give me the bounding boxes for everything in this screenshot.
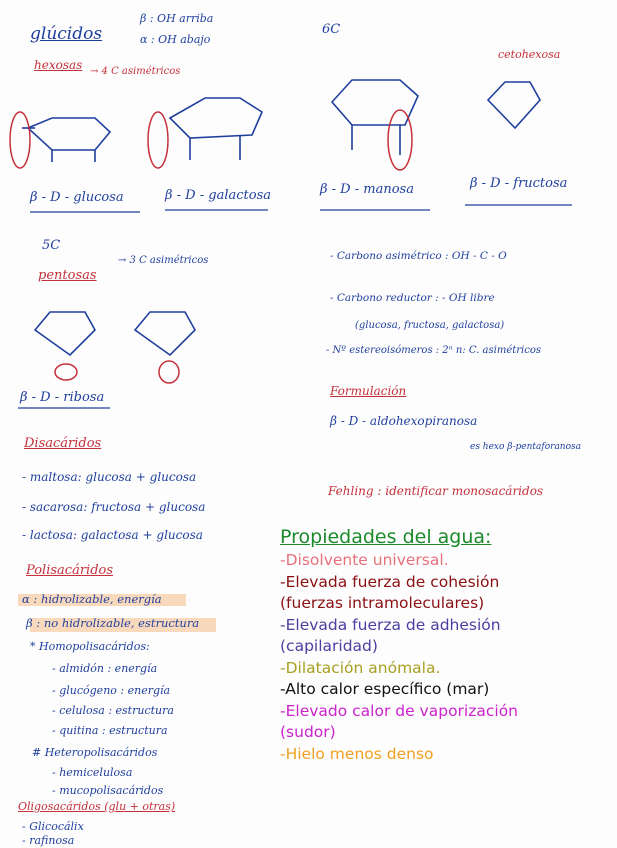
fehling-note: Fehling : identificar monosacáridos [328,484,544,498]
formulacion-sub: es hexo β-pentaforanosa [470,442,582,452]
manosa-name: β - D - manosa [320,182,414,197]
estereoisomeros: - Nº estereoisómeros : 2ⁿ n: C. asimétricos [326,345,541,356]
glucidos-title: glúcidos [30,24,103,44]
homopolisacaridos: * Homopolisacáridos: [30,640,150,653]
glicocalix-line: - Glicocálix [22,820,84,833]
water-properties [280,524,610,765]
quitina-line: - quitina : estructura [52,724,168,737]
water-property-item: -Elevada fuerza de adhesión [280,615,501,634]
alpha-hidrolizable: α : hidrolizable, energía [22,592,162,606]
six-c-label: 6C [322,22,341,37]
hemicelulosa-line: - hemicelulosa [52,766,133,779]
disacaridos-label: Disacáridos [24,436,102,451]
oligosacaridos-label: Oligosacáridos (glu + otras) [18,800,176,813]
polisacaridos-label: Polisacáridos [26,563,114,578]
galactosa-name: β - D - galactosa [165,188,271,203]
water-property-item: -Alto calor específico (mar) [280,680,490,698]
water-property-item: (sudor) [280,723,336,741]
carbono-reductor: - Carbono reductor : - OH libre [330,292,495,304]
celulosa-line: - celulosa : estructura [52,704,174,717]
almidon-line: - almidón : energía [52,662,158,675]
lactosa-line: - lactosa: galactosa + glucosa [22,528,203,542]
maltosa-line: - maltosa: glucosa + glucosa [22,470,197,484]
sacarosa-line: - sacarosa: fructosa + glucosa [22,500,206,514]
water-property-item: -Elevada fuerza de cohesión [280,572,500,591]
alpha-note: α : OH abajo [140,33,211,46]
hexosas-label: hexosas [34,58,83,72]
rafinosa-line: - rafinosa [22,834,75,847]
fructosa-name: β - D - fructosa [470,176,568,191]
beta-no-hidrolizable: β : no hidrolizable, estructura [26,616,200,630]
glucosa-ring [28,118,110,150]
water-property-item: -Dilatación anómala. [280,658,441,677]
hexosas-note: → 4 C asimétricos [90,66,181,77]
glucosa-name: β - D - glucosa [30,190,124,205]
formulacion-label: Formulación [330,384,407,398]
ribosa-name: β - D - ribosa [20,390,105,405]
pentosas-note: → 3 C asimétricos [118,255,209,266]
heteropolisacaridos: # Heteropolisacáridos [32,746,158,759]
manosa-ring [332,80,418,125]
water-properties-title: Propiedades del agua: [280,526,492,548]
water-property-item: (fuerzas intramoleculares) [280,594,485,612]
galactosa-ring [170,98,262,138]
carbono-asimetrico: - Carbono asimétrico : OH - C - O [330,250,507,262]
fructosa-ring [488,82,540,128]
water-property-item: -Disolvente universal. [280,551,449,569]
glucogeno-line: - glucógeno : energía [52,684,171,697]
cetohexosa-label: cetohexosa [498,48,561,61]
pentosas-label: pentosas [38,268,97,283]
beta-note: β : OH arriba [140,12,214,25]
carbono-reductor-ex: (glucosa, fructosa, galactosa) [355,320,505,331]
ribosa-ring-2 [135,312,195,355]
mucopolisacaridos-line: - mucopolisacáridos [52,784,164,797]
formulacion-value: β - D - aldohexopiranosa [330,414,478,428]
water-property-item: -Elevado calor de vaporización [280,701,519,720]
water-properties-list [280,550,610,765]
water-property-item: (capilaridad) [280,637,378,655]
five-c-label: 5C [42,238,61,253]
ribosa-ring-1 [35,312,95,355]
water-property-item: -Hielo menos denso [280,744,434,763]
